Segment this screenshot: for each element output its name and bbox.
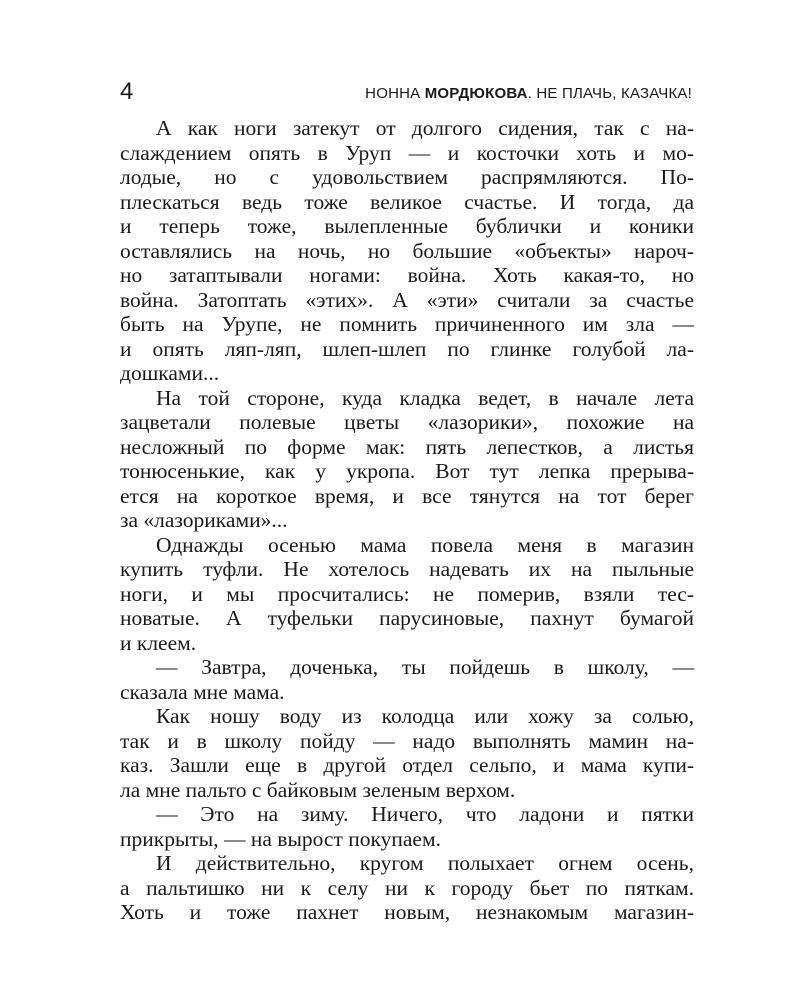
book-title: . НЕ ПЛАЧЬ, КАЗАЧКА! — [527, 85, 692, 102]
text-line: и опять ляп-ляп, шлеп-шлеп по глинке голубой ла- — [120, 336, 694, 361]
text-line: тонюсенькие, как у укропа. Вот тут лепка прерыва- — [120, 459, 694, 483]
text-line: И действительно, кругом полыхает огнем осень, — [156, 851, 694, 875]
text-line: за «лазориками»... — [120, 508, 288, 532]
text-line: каз. Зашли еще в другой отдел сельпо, и мама купи- — [120, 753, 694, 777]
text-line: плескаться ведь тоже великое счастье. И тогда, да — [120, 189, 694, 214]
text-line: а пальтишко ни к селу ни к городу бьет по пяткам. — [120, 875, 694, 900]
author-last-name: МОРДЮКОВА — [424, 85, 528, 102]
text-line: и теперь тоже, вылепленные бублички и коники — [120, 214, 694, 238]
text-line: слаждением опять в Уруп — и косточки хоть и мо- — [120, 140, 694, 165]
text-line: Хоть и тоже пахнет новым, незнакомым магазин- — [120, 900, 694, 924]
text-line: — Завтра, доченька, ты пойдешь в школу, — — [156, 655, 694, 679]
text-line: оставлялись на ночь, но большие «объекты» нароч- — [120, 238, 694, 263]
text-line: но затаптывали ногами: война. Хоть какая-то, но — [120, 263, 694, 287]
text-line: и клеем. — [120, 630, 197, 655]
text-line: купить туфли. Не хотелось надевать их на пыльные — [120, 557, 694, 581]
text-line: А как ноги затекут от долгого сидения, так с на- — [156, 116, 694, 140]
text-line: сказала мне мама. — [120, 679, 285, 704]
text-line: быть на Урупе, не помнить причиненного им зла — — [120, 312, 694, 336]
text-line: дошками... — [120, 361, 220, 385]
text-line: новатые. А туфельки парусиновые, пахнут бумагой — [120, 606, 694, 630]
text-line: лодые, но с удовольствием распрямляются. По- — [120, 165, 694, 189]
author-first-name: НОННА — [365, 85, 421, 102]
text-line: ноги, и мы просчитались: не померив, взяли тес- — [120, 581, 694, 606]
page-number: 4 — [120, 78, 134, 105]
text-line: несложный по форме мак: пять лепестков, а листья — [120, 434, 694, 459]
text-line: — Это на зиму. Ничего, что ладони и пятки — [156, 802, 694, 826]
text-line: зацветали полевые цветы «лазорики», похожие на — [120, 410, 694, 434]
text-line: Как ношу воду из колодца или хожу за солью, — [156, 704, 694, 728]
text-line: так и в школу пойду — надо выполнять мамин на- — [120, 728, 694, 753]
text-line: ла мне пальто с байковым зеленым верхом. — [120, 777, 516, 802]
text-line: Однажды осенью мама повела меня в магазин — [156, 532, 694, 557]
text-line: война. Затоптать «этих». А «эти» считали за счастье — [120, 287, 694, 312]
running-head — [365, 86, 692, 102]
page-header — [120, 80, 692, 110]
body-text — [120, 116, 694, 925]
text-line: ется на короткое время, и все тянутся на тот берег — [120, 483, 694, 508]
text-line: На той стороне, куда кладка ведет, в начале лета — [156, 385, 694, 410]
text-line: прикрыты, — на вырост покупаем. — [120, 826, 441, 851]
